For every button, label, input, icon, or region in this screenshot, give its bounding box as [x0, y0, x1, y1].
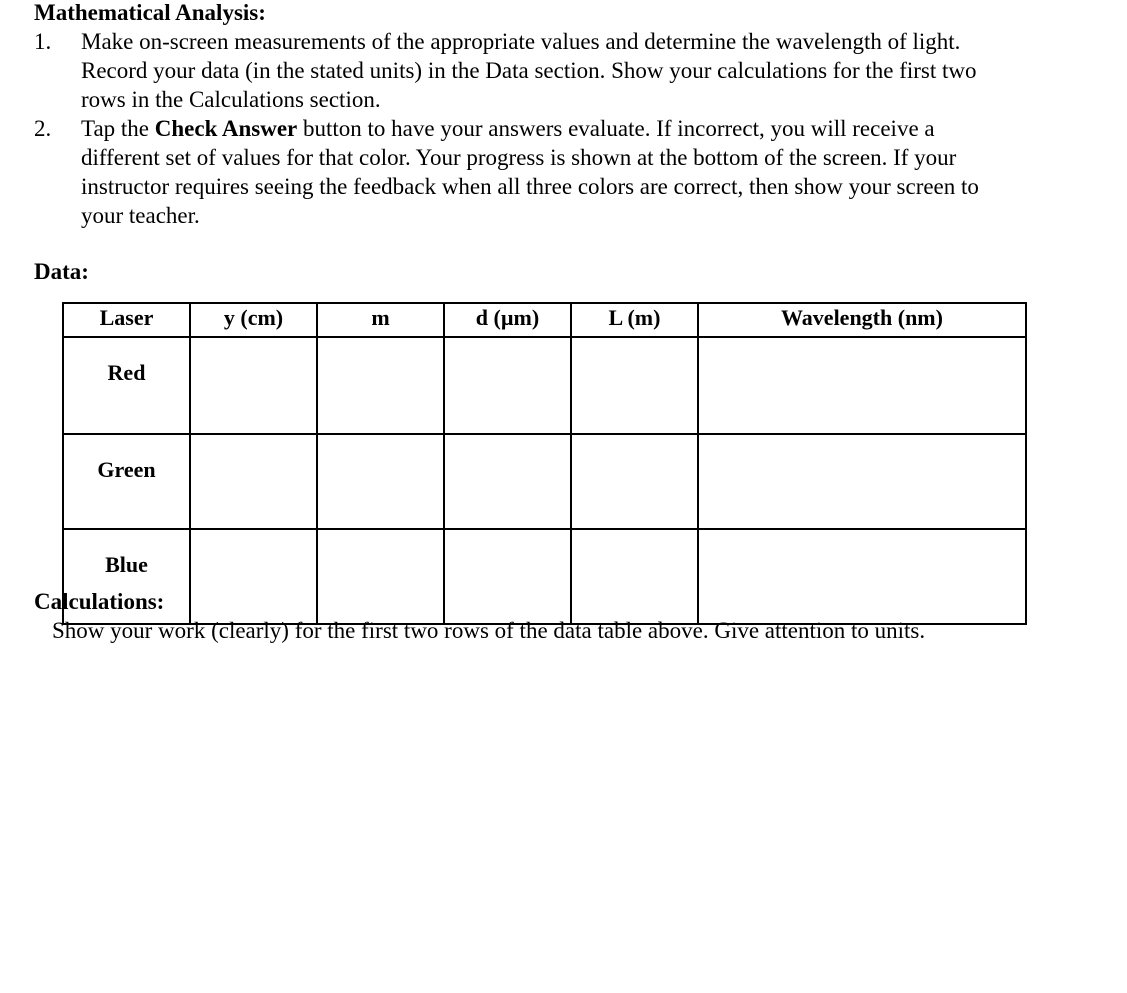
calculations-instruction: Show your work (clearly) for the first two rows of the data table above. Give attention to units. — [52, 618, 926, 643]
m-cell[interactable] — [317, 529, 444, 624]
header-d: d (µm) — [444, 303, 571, 337]
l-cell[interactable] — [571, 529, 698, 624]
d-cell[interactable] — [444, 337, 571, 434]
data-heading: Data: — [34, 259, 89, 284]
header-y: y (cm) — [190, 303, 317, 337]
instruction-number: 2. — [34, 116, 52, 141]
table-row-green — [63, 434, 1026, 529]
instruction-number: 1. — [34, 29, 52, 54]
instruction-prefix: Tap the — [81, 116, 155, 141]
l-cell[interactable] — [571, 434, 698, 529]
y-cell[interactable] — [190, 529, 317, 624]
header-l: L (m) — [571, 303, 698, 337]
table-row-red — [63, 337, 1026, 434]
data-table — [62, 302, 1027, 625]
m-cell[interactable] — [317, 337, 444, 434]
laser-cell: Green — [63, 434, 190, 529]
instruction-line: rows in the Calculations section. — [81, 87, 381, 112]
header-m: m — [317, 303, 444, 337]
laser-cell: Blue — [63, 529, 190, 624]
table-row-blue — [63, 529, 1026, 624]
instruction-text — [81, 114, 1081, 230]
m-cell[interactable] — [317, 434, 444, 529]
instruction-line: Record your data (in the stated units) in the Data section. Show your calculations for the first two — [81, 58, 977, 83]
l-cell[interactable] — [571, 337, 698, 434]
wavelength-cell[interactable] — [698, 337, 1026, 434]
wavelength-cell[interactable] — [698, 434, 1026, 529]
mathematical-analysis-heading: Mathematical Analysis: — [34, 0, 266, 25]
header-laser: Laser — [63, 303, 190, 337]
instruction-suffix: button to have your answers evaluate. If incorrect, you will receive a — [297, 116, 935, 141]
d-cell[interactable] — [444, 434, 571, 529]
check-answer-label: Check Answer — [154, 116, 298, 141]
instruction-line — [81, 114, 1081, 143]
y-cell[interactable] — [190, 434, 317, 529]
instruction-line: different set of values for that color. Your progress is shown at the bottom of the screen. If your — [81, 145, 957, 170]
instruction-line: Make on-screen measurements of the appropriate values and determine the wavelength of light. — [81, 29, 961, 54]
y-cell[interactable] — [190, 337, 317, 434]
instruction-line: your teacher. — [81, 203, 200, 228]
wavelength-cell[interactable] — [698, 529, 1026, 624]
d-cell[interactable] — [444, 529, 571, 624]
instruction-line: instructor requires seeing the feedback when all three colors are correct, then show your screen to — [81, 174, 979, 199]
header-wavelength: Wavelength (nm) — [698, 303, 1026, 337]
calculations-heading: Calculations: — [34, 589, 165, 614]
instruction-text — [81, 27, 1081, 114]
table-header-row — [63, 303, 1026, 337]
laser-cell: Red — [63, 337, 190, 434]
